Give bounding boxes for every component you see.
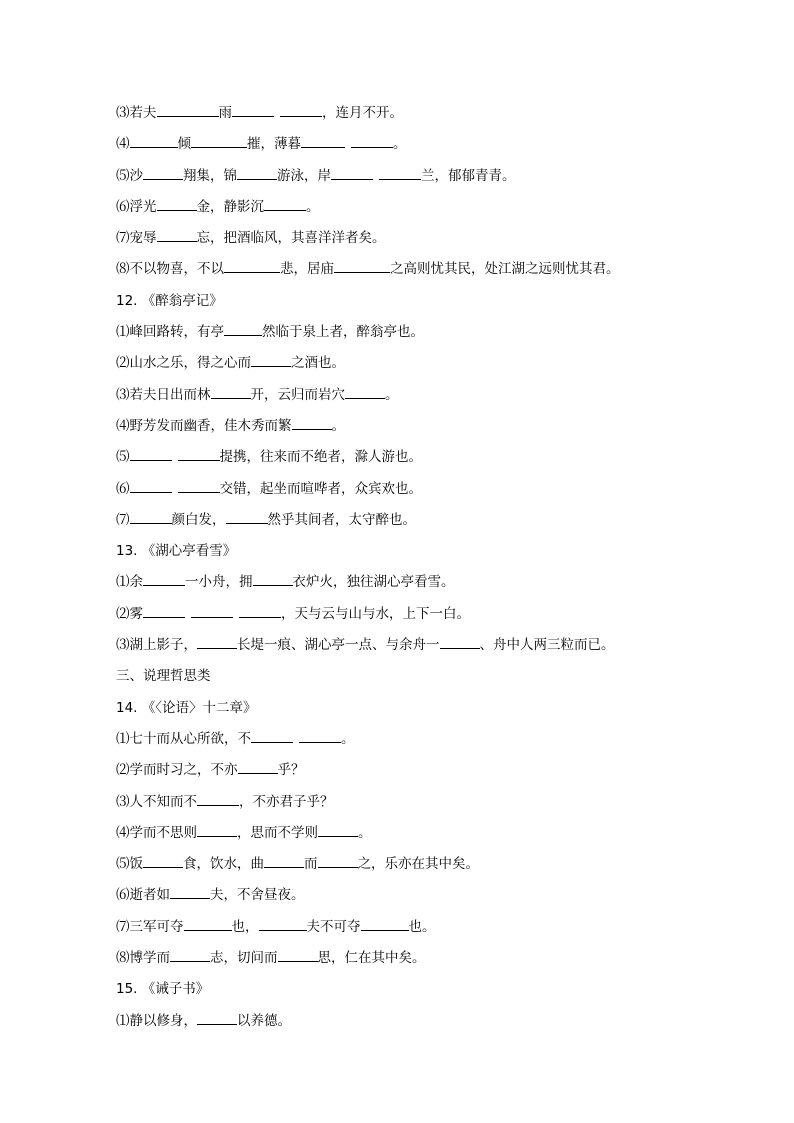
- question-text: 颜白发，: [171, 511, 226, 528]
- question-text: ⑵雾: [116, 605, 143, 622]
- question-text: ⑴峰回路转，有亭: [116, 324, 224, 341]
- answer-blank[interactable]: [251, 728, 293, 743]
- question-text: 。: [393, 136, 407, 153]
- question-text: 衣炉火，独往湖心亭看雪。: [292, 574, 455, 591]
- fill-in-question: [116, 822, 756, 853]
- question-text: 三、说理哲思类: [116, 668, 211, 685]
- question-text: ⑺: [116, 511, 130, 528]
- answer-blank[interactable]: [130, 478, 172, 493]
- question-text: ⑹浮光: [116, 198, 157, 215]
- answer-blank[interactable]: [237, 165, 277, 180]
- answer-blank[interactable]: [191, 603, 233, 618]
- fill-in-question: [116, 227, 756, 258]
- fill-in-question: [116, 853, 756, 884]
- question-text: 也，: [231, 918, 259, 935]
- fill-in-question: [116, 102, 756, 133]
- question-text: ⑴七十而从心所欲，不: [116, 730, 251, 747]
- answer-blank[interactable]: [351, 133, 393, 148]
- fill-in-question: [116, 791, 756, 822]
- answer-blank[interactable]: [299, 728, 341, 743]
- answer-blank[interactable]: [292, 415, 332, 430]
- answer-blank[interactable]: [130, 509, 172, 524]
- fill-in-question: [116, 415, 756, 446]
- answer-blank[interactable]: [157, 102, 219, 117]
- question-text: 然乎其间者，太守醉也。: [267, 511, 416, 528]
- document-body: [116, 102, 756, 1041]
- question-text: 、舟中人两三粒而已。: [479, 637, 615, 654]
- question-text: ⑸: [116, 449, 130, 466]
- question-text: 13. 《湖心亭看雪》: [116, 543, 237, 560]
- question-text: 乎？: [277, 762, 305, 779]
- question-text: ⑹逝者如: [116, 887, 170, 904]
- question-text: 。: [385, 386, 399, 403]
- answer-blank[interactable]: [178, 446, 220, 461]
- answer-blank[interactable]: [238, 759, 278, 774]
- question-text: 兰，郁郁青青。: [421, 167, 516, 184]
- question-text: 开，云归而岩穴: [250, 386, 345, 403]
- question-text: ⑺宠辱: [116, 230, 157, 247]
- answer-blank[interactable]: [197, 1010, 237, 1025]
- question-text: ，连月不开。: [322, 105, 403, 121]
- question-text: 。: [331, 417, 345, 434]
- question-text: 志，切问而: [210, 950, 278, 967]
- answer-blank[interactable]: [253, 571, 293, 586]
- fill-in-question: [116, 133, 756, 164]
- answer-blank[interactable]: [361, 916, 409, 931]
- answer-blank[interactable]: [157, 196, 197, 211]
- answer-blank[interactable]: [143, 165, 183, 180]
- answer-blank[interactable]: [143, 853, 183, 868]
- question-text: 倾: [177, 136, 191, 153]
- answer-blank[interactable]: [197, 634, 237, 649]
- answer-blank[interactable]: [170, 884, 210, 899]
- question-text: 金，静影沉: [196, 198, 264, 215]
- answer-blank[interactable]: [331, 165, 373, 180]
- question-text: ⑷: [116, 136, 130, 153]
- question-text: 食，饮水，曲: [183, 856, 264, 873]
- section-heading: [116, 290, 756, 321]
- question-text: 一小舟，拥: [185, 574, 253, 591]
- question-text: 雨: [218, 105, 232, 121]
- question-text: ⑻博学而: [116, 950, 170, 967]
- question-text: 悲，居庙: [280, 261, 334, 278]
- fill-in-question: [116, 728, 756, 759]
- answer-blank[interactable]: [264, 196, 306, 211]
- question-text: 之酒也。: [291, 355, 345, 372]
- question-text: 也。: [408, 918, 436, 935]
- question-text: ⑸饭: [116, 856, 143, 873]
- fill-in-question: [116, 759, 756, 790]
- fill-in-question: [116, 884, 756, 915]
- question-text: 忘，把酒临风，其喜洋洋者矣。: [196, 230, 386, 247]
- question-text: 而: [304, 856, 318, 873]
- question-text: ⑶若夫: [116, 105, 157, 121]
- answer-blank[interactable]: [301, 133, 345, 148]
- answer-blank[interactable]: [130, 446, 172, 461]
- answer-blank[interactable]: [232, 102, 274, 117]
- question-text: ，天与云与山与水，上下一白。: [281, 605, 470, 622]
- question-text: ⑵学而时习之，不亦: [116, 762, 238, 779]
- section-heading: [116, 978, 756, 1009]
- answer-blank[interactable]: [191, 133, 247, 148]
- answer-blank[interactable]: [226, 509, 268, 524]
- fill-in-question: [116, 384, 756, 415]
- fill-in-question: [116, 947, 756, 978]
- question-text: ⑷野芳发而幽香，佳木秀而繁: [116, 417, 292, 434]
- question-text: 。: [341, 730, 355, 747]
- question-text: ⑴静以修身，: [116, 1012, 197, 1029]
- answer-blank[interactable]: [280, 102, 322, 117]
- fill-in-question: [116, 165, 756, 196]
- question-text: ⑶湖上影子，: [116, 637, 197, 654]
- answer-blank[interactable]: [440, 634, 480, 649]
- answer-blank[interactable]: [318, 853, 358, 868]
- question-text: 长堤一痕、湖心亭一点、与余舟一: [237, 637, 440, 654]
- question-text: ⑹: [116, 480, 130, 497]
- answer-blank[interactable]: [197, 791, 239, 806]
- answer-blank[interactable]: [224, 258, 280, 273]
- question-text: ⑺三军可夺: [116, 918, 184, 935]
- question-text: 之高则忧其民，处江湖之远则忧其君。: [390, 261, 620, 278]
- answer-blank[interactable]: [143, 603, 185, 618]
- question-text: 思，仁在其中矣。: [317, 950, 426, 967]
- fill-in-question: [116, 916, 756, 947]
- question-text: 夫不可夺: [306, 918, 361, 935]
- answer-blank[interactable]: [157, 227, 197, 242]
- question-text: 15. 《诫子书》: [116, 981, 210, 998]
- fill-in-question: [116, 446, 756, 477]
- answer-blank[interactable]: [264, 853, 304, 868]
- answer-blank[interactable]: [211, 384, 251, 399]
- question-text: 12. 《醉翁亭记》: [116, 292, 223, 309]
- question-text: ⑸沙: [116, 167, 143, 184]
- answer-blank[interactable]: [184, 916, 232, 931]
- question-text: 翔集，锦: [183, 167, 237, 184]
- fill-in-question: [116, 352, 756, 383]
- question-text: ⑶人不知而不: [116, 793, 197, 810]
- question-text: ⑶若夫日出而林: [116, 386, 211, 403]
- question-text: 。: [306, 198, 320, 215]
- question-text: 提携，往来而不绝者，滁人游也。: [219, 449, 422, 466]
- answer-blank[interactable]: [178, 478, 220, 493]
- fill-in-question: [116, 634, 756, 665]
- answer-blank[interactable]: [143, 571, 185, 586]
- question-text: 以养德。: [237, 1012, 291, 1029]
- fill-in-question: [116, 321, 756, 352]
- question-text: ⑵山水之乐，得之心而: [116, 355, 251, 372]
- answer-blank[interactable]: [130, 133, 178, 148]
- question-text: 游泳，岸: [277, 167, 331, 184]
- answer-blank[interactable]: [334, 258, 390, 273]
- question-text: 然临于泉上者，醉翁亭也。: [262, 324, 424, 341]
- section-heading: [116, 665, 756, 696]
- fill-in-question: [116, 603, 756, 634]
- fill-in-question: [116, 478, 756, 509]
- question-text: 摧，薄暮: [247, 136, 301, 153]
- question-text: 交错，起坐而喧哗者，众宾欢也。: [219, 480, 422, 497]
- answer-blank[interactable]: [170, 947, 210, 962]
- fill-in-question: [116, 1010, 756, 1041]
- question-text: ，不亦君子乎？: [239, 793, 334, 810]
- question-text: 。: [358, 824, 372, 841]
- fill-in-question: [116, 196, 756, 227]
- answer-blank[interactable]: [197, 822, 237, 837]
- answer-blank[interactable]: [379, 165, 421, 180]
- section-heading: [116, 697, 756, 728]
- fill-in-question: [116, 509, 756, 540]
- question-text: ⑷学而不思则: [116, 824, 197, 841]
- answer-blank[interactable]: [251, 352, 291, 367]
- answer-blank[interactable]: [345, 384, 385, 399]
- question-text: 夫，不舍昼夜。: [210, 887, 305, 904]
- answer-blank[interactable]: [224, 321, 262, 336]
- question-text: 之，乐亦在其中矣。: [357, 856, 479, 873]
- answer-blank[interactable]: [259, 916, 307, 931]
- question-text: 14. 《〈论语〉十二章》: [116, 699, 257, 716]
- answer-blank[interactable]: [239, 603, 281, 618]
- question-text: ⑻不以物喜，不以: [116, 261, 224, 278]
- question-text: ⑴余: [116, 574, 143, 591]
- fill-in-question: [116, 571, 756, 602]
- answer-blank[interactable]: [318, 822, 358, 837]
- section-heading: [116, 540, 756, 571]
- fill-in-question: [116, 258, 756, 289]
- question-text: ，思而不学则: [237, 824, 318, 841]
- answer-blank[interactable]: [278, 947, 318, 962]
